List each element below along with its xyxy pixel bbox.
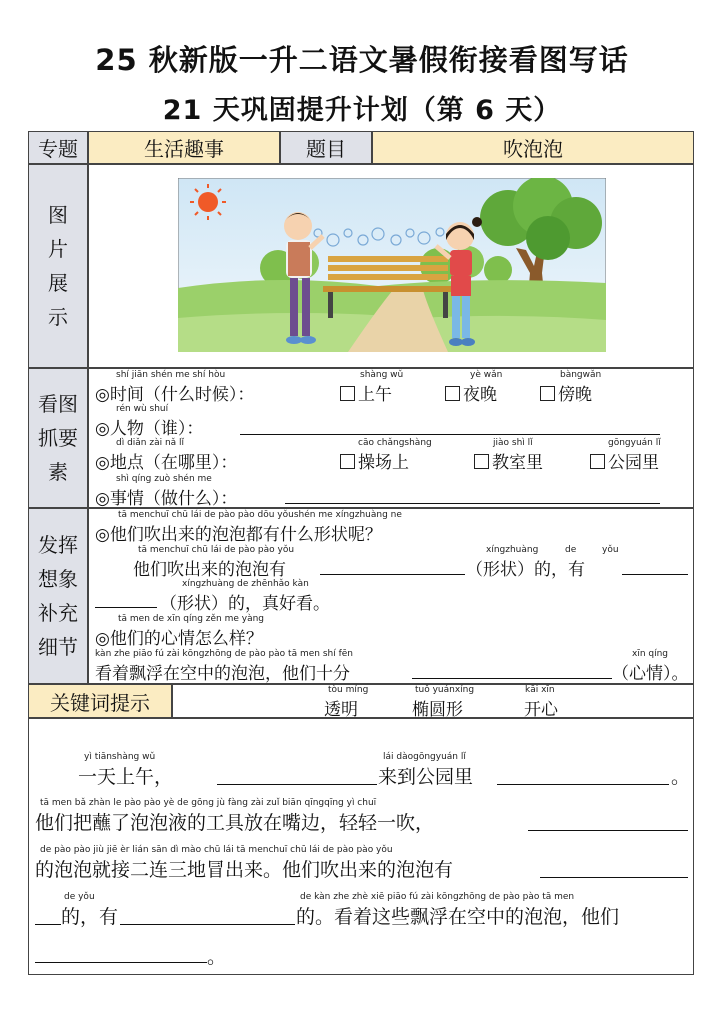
a3-end-text: （心情）。 (612, 664, 689, 684)
bubble-illustration (178, 178, 606, 352)
a1-de-pinyin: de (565, 545, 577, 555)
subject-label: 题目 (280, 131, 372, 164)
a3-text: 看着飘浮在空中的泡泡，他们十分 (95, 664, 350, 684)
q2-pinyin: tā men de xīn qíng zěn me yàng (118, 614, 265, 624)
person-pinyin: rén wù shuí (116, 404, 169, 414)
page-subtitle: 21 天巩固提升计划（第 6 天） (162, 95, 562, 126)
w4-text-b: 的。看着这些飘浮在空中的泡泡，他们 (296, 906, 620, 928)
a2-blank[interactable] (95, 607, 157, 608)
w1-text-a: 一天上午， (78, 766, 174, 788)
a3-pinyin: kàn zhe piāo fú zài kōngzhōng de pào pào tā men shí fēn (95, 649, 353, 659)
checkbox-icon[interactable] (540, 386, 555, 401)
place-option-playground[interactable]: 操场上 (340, 448, 409, 473)
keyword-3: 开心 (524, 700, 558, 720)
w3-blank[interactable] (540, 877, 688, 878)
a1-second-blank[interactable] (622, 574, 688, 575)
picture-section-label: 图 片 展 示 (28, 164, 88, 368)
w2-pinyin: tā men bǎ zhàn le pào pào yè de gōng jù fàng zài zuǐ biān qīngqīng yì chuī (40, 798, 377, 808)
w1-text-b: 来到公园里 (378, 766, 474, 788)
w4-blank-b[interactable] (120, 924, 295, 925)
keyword-1-pinyin: tòu míng (328, 685, 369, 695)
event-pinyin: shì qíng zuò shén me (116, 474, 212, 484)
imagine-section-label: 发挥 想象 补充 细节 (28, 508, 88, 684)
time-question: ◎时间（什么时候）： (95, 385, 255, 405)
place-pinyin: dì diǎn zài nǎ lǐ (116, 438, 185, 448)
place-question: ◎地点（在哪里）： (95, 453, 238, 473)
w4-pinyin-a: de yǒu (64, 892, 95, 902)
a1-shape-pinyin: xíngzhuàng (486, 545, 539, 555)
time-option-morning-pinyin: shàng wǔ (360, 370, 404, 380)
time-option-evening-pinyin: bàngwǎn (560, 370, 602, 380)
checkbox-icon[interactable] (340, 454, 355, 469)
a1-you-pinyin: yǒu (602, 545, 619, 555)
w5-end: 。 (207, 946, 227, 968)
w4-pinyin-b: de kàn zhe zhè xiē piāo fú zài kōngzhōng de pào pào tā men (300, 892, 575, 902)
a1-shape-text: （形状）的，有 (466, 560, 585, 580)
event-answer-line[interactable] (285, 503, 660, 504)
w4-text-a: 的，有 (61, 906, 119, 928)
topic-label: 专题 (28, 131, 88, 164)
w1-pinyin-b: lái dàogōngyuán lǐ (383, 752, 466, 762)
time-option-evening[interactable]: 傍晚 (540, 380, 592, 405)
a3-feeling-blank[interactable] (412, 678, 612, 679)
q1-text: ◎他们吹出来的泡泡都有什么形状呢？ (95, 525, 382, 545)
checkbox-icon[interactable] (474, 454, 489, 469)
a2-text: （形状）的，真好看。 (160, 594, 330, 614)
w3-text: 的泡泡就接二连三地冒出来。他们吹出来的泡泡有 (35, 859, 454, 881)
w3-pinyin: de pào pào jiù jiē èr lián sān dì mào chū lái tā menchuī chū lái de pào pào yǒu (40, 845, 393, 855)
a1-text: 他们吹出来的泡泡有 (133, 560, 286, 580)
time-option-night[interactable]: 夜晚 (445, 380, 497, 405)
person-question: ◎人物（谁）： (95, 419, 204, 439)
time-option-night-pinyin: yè wǎn (470, 370, 503, 380)
a1-shape-blank[interactable] (320, 574, 465, 575)
q2-text: ◎他们的心情怎么样？ (95, 629, 263, 649)
keywords-label: 关键词提示 (28, 684, 172, 718)
place-option-classroom-pinyin: jiào shì lǐ (493, 438, 533, 448)
w4-blank-a[interactable] (35, 924, 61, 925)
place-option-park-pinyin: gōngyuán lǐ (608, 438, 661, 448)
person-answer-line[interactable] (240, 434, 660, 435)
a3-end-pinyin: xīn qíng (632, 649, 669, 659)
keyword-1: 透明 (324, 700, 358, 720)
elements-section-label: 看图 抓要 素 (28, 368, 88, 508)
place-option-playground-pinyin: cāo chǎngshàng (358, 438, 432, 448)
place-option-park[interactable]: 公园里 (590, 448, 659, 473)
keyword-2: 椭圆形 (412, 700, 463, 720)
checkbox-icon[interactable] (445, 386, 460, 401)
time-pinyin: shí jiān shén me shí hòu (116, 370, 226, 380)
keyword-2-pinyin: tuǒ yuánxíng (415, 685, 475, 695)
w5-blank[interactable] (35, 962, 207, 963)
w1-end: 。 (671, 766, 691, 788)
place-option-classroom[interactable]: 教室里 (474, 448, 543, 473)
topic-value: 生活趣事 (88, 131, 280, 164)
event-question: ◎事情（做什么）： (95, 489, 238, 509)
w2-blank[interactable] (528, 830, 688, 831)
checkbox-icon[interactable] (590, 454, 605, 469)
w1-blank-a[interactable] (217, 784, 377, 785)
w1-pinyin-a: yì tiānshàng wǔ (84, 752, 156, 762)
a1-pinyin: tā menchuī chū lái de pào pào yǒu (138, 545, 295, 555)
subject-value: 吹泡泡 (372, 131, 694, 164)
w1-blank-b[interactable] (497, 784, 669, 785)
a2-pinyin: xíngzhuàng de zhēnhǎo kàn (182, 579, 309, 589)
time-option-morning[interactable]: 上午 (340, 380, 392, 405)
q1-pinyin: tā menchuī chū lái de pào pào dōu yǒushén me xíngzhuàng ne (118, 510, 402, 520)
keyword-3-pinyin: kāi xīn (525, 685, 555, 695)
page-title: 25 秋新版一升二语文暑假衔接看图写话 (95, 43, 629, 77)
w2-text: 他们把蘸了泡泡液的工具放在嘴边，轻轻一吹， (35, 812, 435, 834)
checkbox-icon[interactable] (340, 386, 355, 401)
